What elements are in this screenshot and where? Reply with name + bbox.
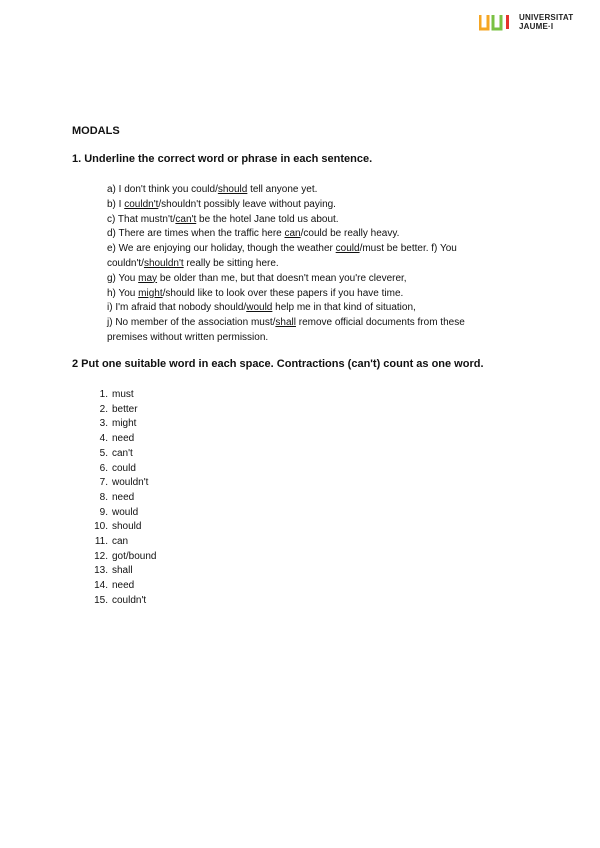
exercise-1-heading: 1. Underline the correct word or phrase in each sentence. xyxy=(72,153,373,165)
answer-number: 15. xyxy=(94,594,108,606)
answer-number: 14. xyxy=(94,580,108,592)
answer-item xyxy=(90,550,157,565)
sentence-text: e) We are enjoying our holiday, though the weather xyxy=(107,243,336,255)
answer-item xyxy=(90,476,157,491)
answer-item xyxy=(90,388,157,403)
sentence-text: d) There are times when the traffic here xyxy=(107,228,285,240)
underlined-answer: couldn't xyxy=(124,198,159,210)
answer-number: 9. xyxy=(99,506,108,518)
answer-number: 11. xyxy=(94,536,108,548)
answer-item xyxy=(90,447,157,462)
sentence-text: remove official documents from these xyxy=(295,317,465,329)
sentence-text: /should like to look over these papers if you have time. xyxy=(162,287,404,299)
sentence-text: h) You xyxy=(107,287,139,299)
exercise-2-heading: 2 Put one suitable word in each space. Contractions (can't) count as one word. xyxy=(72,358,484,370)
answer-word: should xyxy=(112,521,142,533)
sentence-text: b) I xyxy=(107,198,125,210)
answer-item xyxy=(90,462,157,477)
answer-number: 1. xyxy=(99,389,108,400)
sentence-line xyxy=(107,316,527,331)
answer-number: 3. xyxy=(99,418,108,430)
sentence-line xyxy=(107,272,527,287)
underlined-answer: can't xyxy=(175,213,197,225)
answer-word: couldn't xyxy=(112,594,147,606)
answer-number: 5. xyxy=(99,447,108,459)
answer-word: need xyxy=(112,433,135,445)
answer-word: got/bound xyxy=(112,550,157,562)
underlined-answer: would xyxy=(246,302,273,314)
sentence-text: g) You xyxy=(107,272,139,284)
answer-word: could xyxy=(112,462,136,474)
underlined-answer: might xyxy=(138,287,163,299)
answer-number: 2. xyxy=(99,403,108,415)
underlined-answer: may xyxy=(138,272,158,284)
answer-item xyxy=(90,432,157,447)
answer-word: need xyxy=(112,580,135,592)
answer-number: 7. xyxy=(99,477,108,489)
sentence-text: c) That mustn't/ xyxy=(107,213,176,225)
answer-item xyxy=(90,535,157,550)
sentence-text: /must be better. f) You xyxy=(359,243,457,255)
underlined-answer: can xyxy=(284,228,301,240)
sentence-line xyxy=(107,257,527,272)
sentence-text: tell anyone yet. xyxy=(247,184,318,195)
answer-number: 10. xyxy=(94,521,108,533)
sentence-line xyxy=(107,331,527,346)
answer-number: 12. xyxy=(94,550,108,562)
sentence-text: j) No member of the association must/ xyxy=(107,317,276,329)
answer-number: 8. xyxy=(99,491,108,503)
uji-logo-icon xyxy=(479,14,515,32)
underlined-answer: could xyxy=(335,243,360,255)
sentence-line xyxy=(107,198,527,213)
sentence-line xyxy=(107,213,527,228)
answer-number: 4. xyxy=(99,433,108,445)
answer-item xyxy=(90,491,157,506)
sentence-text: really be sitting here. xyxy=(183,257,279,269)
answer-item xyxy=(90,579,157,594)
sentence-text: be older than me, but that doesn't mean you're cleverer, xyxy=(157,272,407,284)
answer-item xyxy=(90,417,157,432)
answer-word: must xyxy=(112,389,134,400)
answer-word: shall xyxy=(112,565,133,577)
page-title: MODALS xyxy=(72,125,120,137)
exercise-2-answer-list xyxy=(90,388,157,609)
answer-word: would xyxy=(112,506,139,518)
sentence-text: help me in that kind of situation, xyxy=(272,302,416,314)
sentence-text: /could be really heavy. xyxy=(300,228,400,240)
university-logo xyxy=(479,14,573,32)
sentence-text: i) I'm afraid that nobody should/ xyxy=(107,302,247,314)
underlined-answer: shouldn't xyxy=(143,257,184,269)
answer-word: might xyxy=(112,418,137,430)
answer-item xyxy=(90,564,157,579)
answer-number: 6. xyxy=(99,462,108,474)
answer-item xyxy=(90,520,157,535)
sentence-line xyxy=(107,227,527,242)
underlined-answer: should xyxy=(217,184,248,195)
sentence-text: /shouldn't possibly leave without paying. xyxy=(158,198,336,210)
answer-word: can't xyxy=(112,447,133,459)
sentence-line xyxy=(107,301,527,316)
sentence-text: a) I don't think you could/ xyxy=(107,184,218,195)
answer-word: need xyxy=(112,491,135,503)
sentence-text: couldn't/ xyxy=(107,257,144,269)
underlined-answer: shall xyxy=(275,317,296,329)
logo-text xyxy=(519,14,573,31)
answer-item xyxy=(90,403,157,418)
exercise-1-sentences xyxy=(107,183,527,346)
answer-number: 13. xyxy=(94,565,108,577)
answer-word: wouldn't xyxy=(112,477,149,489)
answer-item xyxy=(90,594,157,609)
sentence-line xyxy=(107,242,527,257)
sentence-text: be the hotel Jane told us about. xyxy=(196,213,339,225)
sentence-line xyxy=(107,183,527,198)
answer-item xyxy=(90,506,157,521)
sentence-text: premises without written permission. xyxy=(107,331,269,343)
answer-word: better xyxy=(112,403,138,415)
logo-line-2: JAUME·I xyxy=(519,21,554,31)
logo-line-1: UNIVERSITAT xyxy=(519,13,574,22)
sentence-line xyxy=(107,287,527,302)
answer-word: can xyxy=(112,536,129,548)
